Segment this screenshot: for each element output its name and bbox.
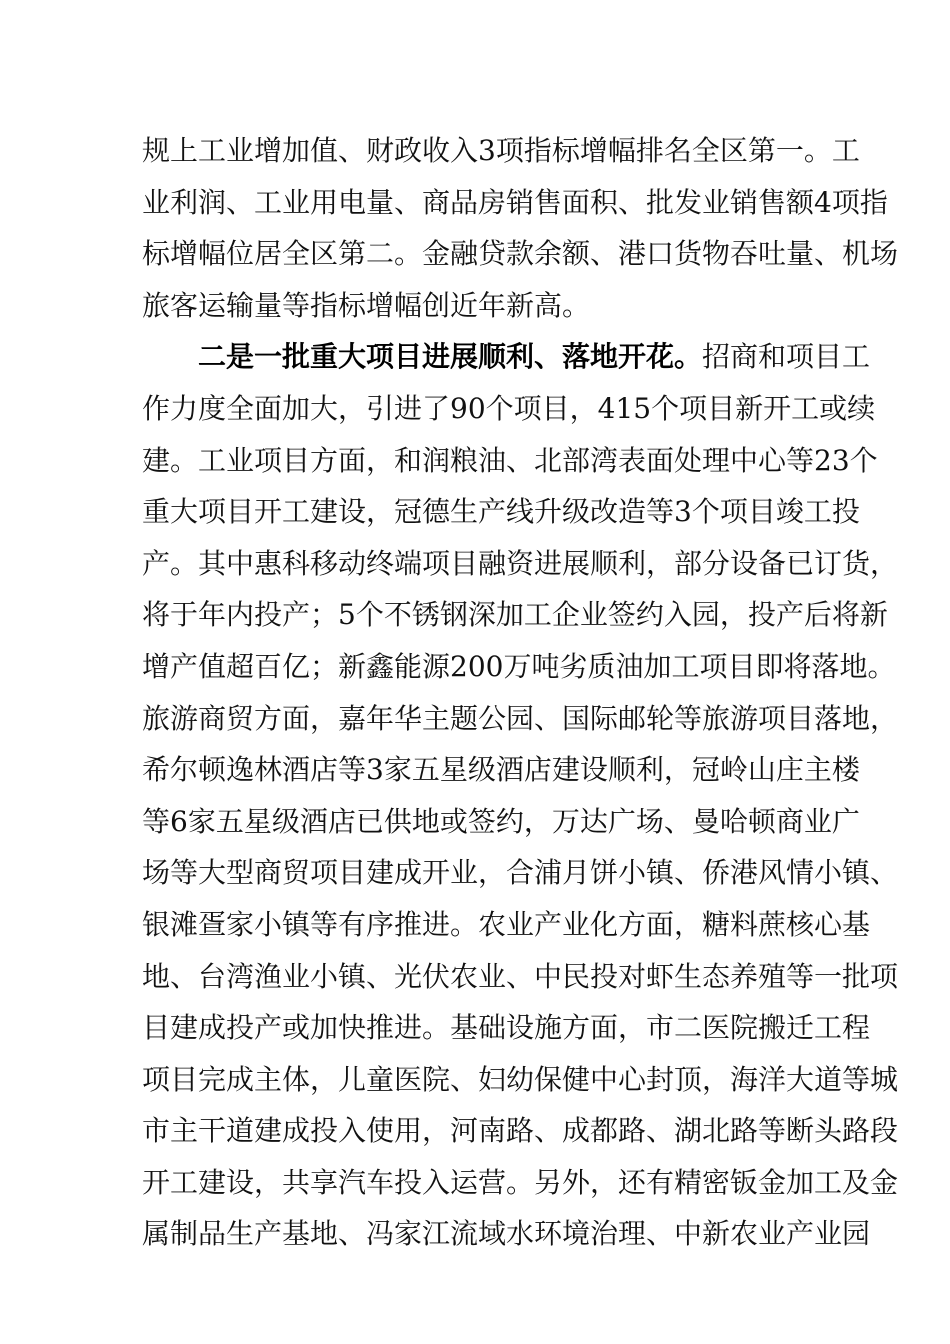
text-line-7: 建。工业项目方面，和润粮油、北部湾表面处理中心等23个 — [142, 443, 878, 477]
body-text — [142, 125, 899, 1260]
paragraph-heading-rest: 招商和项目工 — [702, 340, 871, 374]
text-line-1: 规上工业增加值、财政收入3项指标增幅排名全区第一。工 — [142, 134, 860, 167]
text-line-10: 将于年内投产；5个不锈钢深加工企业签约入园，投产后将新 — [142, 598, 888, 632]
text-line-14: 等6家五星级酒店已供地或签约，万达广场、曼哈顿商业广 — [142, 804, 860, 838]
text-line-4: 旅客运输量等指标增幅创近年新高。 — [142, 288, 591, 322]
text-line-6: 作力度全面加大，引进了90个项目，415个项目新开工或续 — [142, 391, 876, 425]
text-line-17: 地、台湾渔业小镇、光伏农业、中民投对虾生态养殖等一批项 — [142, 959, 899, 993]
text-line-12: 旅游商贸方面，嘉年华主题公园、国际邮轮等旅游项目落地， — [142, 701, 899, 735]
paragraph-heading: 二是一批重大项目进展顺利、落地开花。 — [198, 340, 703, 374]
text-line-20: 市主干道建成投入使用，河南路、成都路、湖北路等断头路段 — [142, 1114, 899, 1148]
text-line-19: 项目完成主体，儿童医院、妇幼保健中心封顶，海洋大道等城 — [142, 1062, 899, 1096]
text-line-2: 业利润、工业用电量、商品房销售面积、批发业销售额4项指 — [142, 185, 888, 219]
text-line-15: 场等大型商贸项目建成开业，合浦月饼小镇、侨港风情小镇、 — [142, 856, 899, 890]
text-line-22: 属制品生产基地、冯家江流域水环境治理、中新农业产业园 — [142, 1217, 871, 1251]
text-line-11: 增产值超百亿；新鑫能源200万吨劣质油加工项目即将落地。 — [142, 649, 896, 683]
text-line-8: 重大项目开工建设，冠德生产线升级改造等3个项目竣工投 — [142, 495, 860, 529]
text-line-13: 希尔顿逸林酒店等3家五星级酒店建设顺利，冠岭山庄主楼 — [142, 753, 860, 787]
text-line-21: 开工建设，共享汽车投入运营。另外，还有精密钣金加工及金 — [142, 1165, 899, 1199]
text-line-18: 目建成投产或加快推进。基础设施方面，市二医院搬迁工程 — [142, 1011, 871, 1045]
text-line-3: 标增幅位居全区第二。金融贷款余额、港口货物吞吐量、机场 — [142, 237, 899, 271]
text-line-16: 银滩疍家小镇等有序推进。农业产业化方面，糖料蔗核心基 — [142, 907, 871, 941]
text-line-9: 产。其中惠科移动终端项目融资进展顺利，部分设备已订货， — [142, 546, 899, 580]
paragraph-heading-line — [142, 331, 871, 383]
